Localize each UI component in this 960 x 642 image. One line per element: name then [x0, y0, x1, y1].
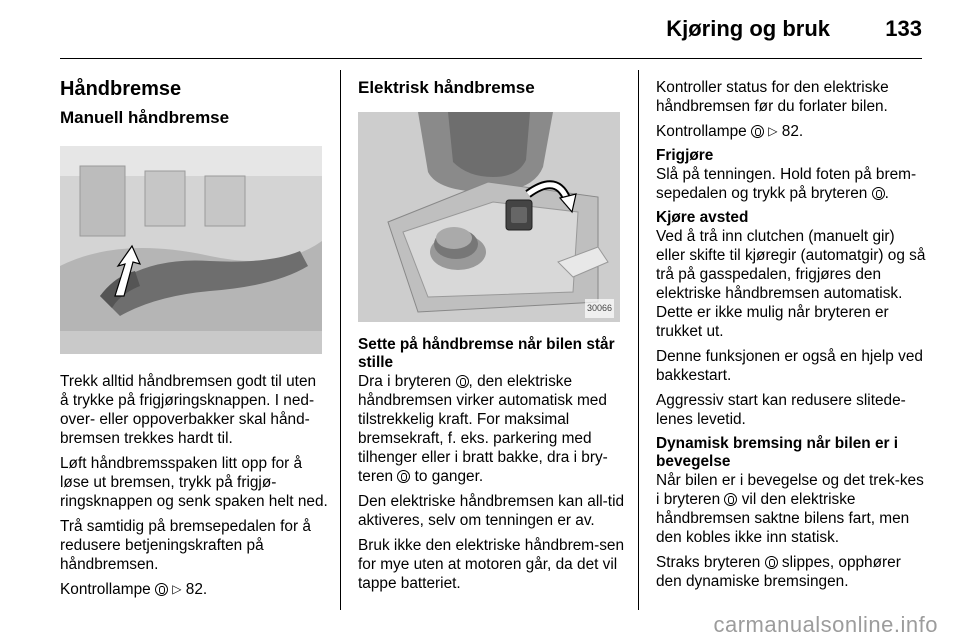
page-reference: 82. — [781, 123, 804, 140]
figure-number: 30066 — [585, 299, 614, 318]
paragraph-release-switch — [656, 553, 928, 591]
text-warning-light: Kontrollampe — [60, 581, 151, 598]
text-part: . — [884, 185, 889, 202]
electric-handbrake-illustration — [358, 112, 620, 322]
paragraph-3: Trå samtidig på bremsepedalen for å redusere betjeningskraften på håndbremsen. — [60, 518, 311, 573]
text-part: , den elektriske håndbremsen virker automatisk med tilstrekkelig kraft. For maksimal bremsekraft, f. eks. parkering med tilhenger eller i bratt bakke, dra i bry-teren — [358, 373, 608, 485]
figure-manual-handbrake — [60, 146, 322, 354]
paragraph-release — [656, 165, 928, 203]
paragraph-2: Løft håndbremsspaken litt opp for å løse ut bremsen, trykk på frigjø-ringsknappen og senk spaken helt ned. — [60, 455, 328, 510]
paragraph-apply — [358, 372, 626, 486]
paragraph-wear: Aggressiv start kan redusere slitede-lenes levetid. — [656, 392, 906, 428]
text-part: Slå på tenningen. Hold foten på brem-sepedalen og trykk på bryteren — [656, 166, 917, 202]
subheading-apply-stationary: Sette på håndbremse når bilen står stille — [358, 336, 615, 371]
paragraph-drive-off: Ved å trå inn clutchen (manuelt gir) eller skifte til kjøregir (automatgir) og så trå på gasspedalen, frigjøres den elektriske håndbremsen automatisk. Dette er ikke mulig når bryteren er trukket ut. — [656, 228, 926, 340]
handbrake-warning-icon — [751, 125, 764, 138]
handbrake-switch-icon — [724, 493, 737, 506]
handbrake-warning-icon — [155, 583, 168, 596]
heading-drive-off: Kjøre avsted — [656, 209, 749, 226]
paragraph-battery-warning: Bruk ikke den elektriske håndbrem-sen for mye uten at motoren går, da det vil tappe batteriet. — [358, 537, 625, 592]
column-2 — [358, 70, 626, 599]
header-divider — [60, 58, 922, 59]
watermark: carmanualsonline.info — [713, 612, 938, 637]
paragraph-check-status: Kontroller status for den elektriske håndbremsen før du forlater bilen. — [656, 79, 889, 115]
manual-handbrake-illustration — [60, 146, 322, 354]
section-title: Kjøring og bruk — [666, 16, 830, 41]
column-divider-2 — [638, 70, 639, 610]
text-part: vil den elektriske håndbremsen saktne bilens fart, men den kobles ikke inn statisk. — [656, 491, 910, 546]
page-reference-arrow-icon: ▷ — [172, 582, 182, 596]
paragraph-dynamic-braking — [656, 471, 928, 547]
figure-electric-handbrake — [358, 112, 620, 322]
handbrake-switch-icon — [397, 470, 410, 483]
paragraph-hill-start: Denne funksjonen er også en hjelp ved bakkestart. — [656, 348, 923, 384]
column-3 — [656, 70, 928, 597]
subheading-manual-handbrake: Manuell håndbremse — [60, 108, 230, 127]
text-part: Dra i bryteren — [358, 373, 452, 390]
handbrake-switch-icon — [765, 556, 778, 569]
heading-handbrake: Håndbremse — [60, 78, 182, 100]
paragraph-always-activate: Den elektriske håndbremsen kan all-tid aktiveres, selv om tenningen er av. — [358, 493, 625, 529]
page-number: 133 — [885, 16, 922, 41]
paragraph-4 — [60, 580, 328, 599]
page-reference-arrow-icon: ▷ — [768, 124, 778, 138]
text-part: Når bilen er i bevegelse og det trek-kes i bryteren — [656, 472, 924, 508]
paragraph-warning-light — [656, 122, 928, 141]
column-1 — [60, 70, 328, 605]
page-reference: 82. — [185, 581, 208, 598]
text-warning-light: Kontrollampe — [656, 123, 747, 140]
text-part: slippes, opphører den dynamiske bremsingen. — [656, 554, 901, 590]
paragraph-1: Trekk alltid håndbremsen godt til uten å trykke på frigjøringsknappen. I ned-over- eller oppoverbakker skal hånd-bremsen trekkes hardt til. — [60, 373, 317, 447]
heading-release: Frigjøre — [656, 147, 714, 164]
handbrake-switch-icon — [872, 187, 885, 200]
handbrake-switch-icon — [456, 375, 469, 388]
heading-dynamic-braking: Dynamisk bremsing når bilen er i bevegelse — [656, 435, 899, 470]
heading-electric-handbrake: Elektrisk håndbremse — [358, 78, 535, 97]
column-divider-1 — [340, 70, 341, 610]
text-part: to ganger. — [414, 468, 484, 485]
text-part: Straks bryteren — [656, 554, 761, 571]
